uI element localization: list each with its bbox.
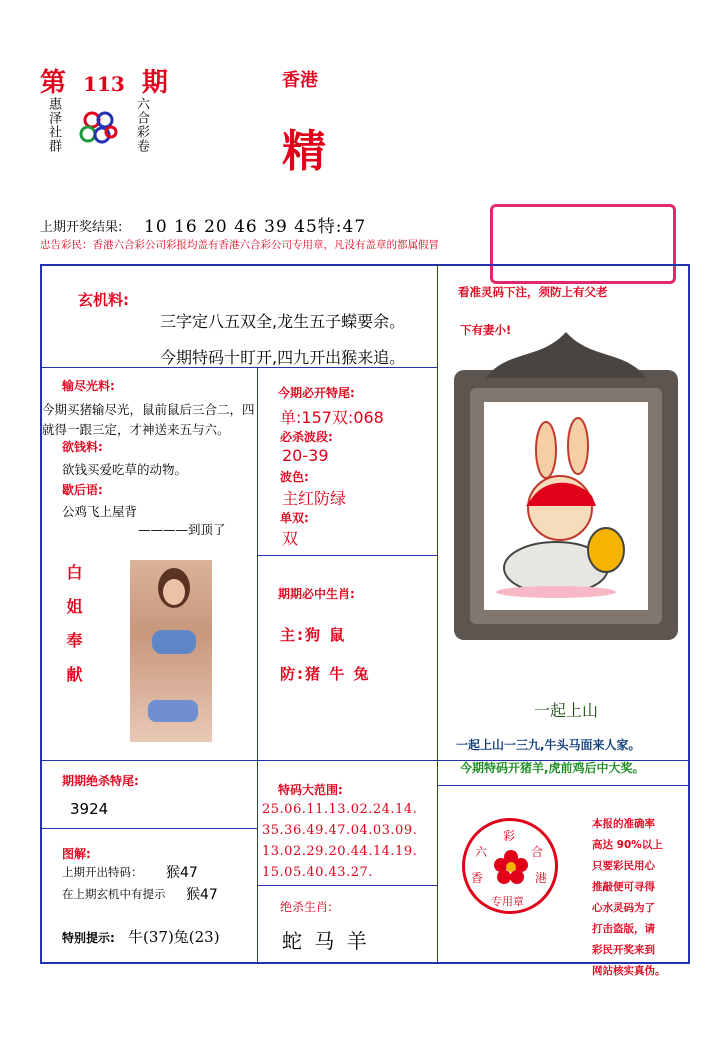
issue-suffix: 期 xyxy=(141,68,168,98)
divider xyxy=(437,785,690,786)
shuji-title: 输尽光料: xyxy=(62,379,115,393)
figure-icon xyxy=(130,560,212,742)
region-label: 香港 xyxy=(282,70,318,91)
right-poem-1: 一起上山一三九,牛头马面来人家。 xyxy=(456,738,641,752)
tujie-line-2-label: 在上期玄机中有提示 xyxy=(62,887,166,901)
stamp-br-char: 港 xyxy=(535,871,548,885)
note-line: 高达 90%以上 xyxy=(592,839,663,851)
juesha-title: 期期绝杀特尾: xyxy=(62,774,139,788)
stamp-left-char: 六 xyxy=(475,845,488,859)
boduan-value: 20-39 xyxy=(282,446,329,465)
xiehouyu-title: 歇后语: xyxy=(62,483,103,497)
fanwei-row-2: 35.36.49.47.04.03.09. xyxy=(262,823,418,838)
note-line: 心水灵码为了 xyxy=(592,902,655,914)
stamp-right-char: 合 xyxy=(531,845,544,859)
bose-value: 主红防绿 xyxy=(282,489,347,508)
fanwei-row-4: 15.05.40.43.27. xyxy=(262,865,373,880)
rings-logo-icon xyxy=(78,108,118,148)
note-line: 只要彩民用心 xyxy=(592,860,655,872)
note-line: 网站核实真伪。 xyxy=(592,965,666,977)
stamp-seal xyxy=(462,818,558,914)
stamp-bottom-text: 专用章 xyxy=(491,895,524,908)
shengxiao-main: 主:狗 鼠 xyxy=(280,626,347,644)
ornate-frame-icon xyxy=(446,330,686,650)
note-line: 推敲便可寻得 xyxy=(592,881,655,893)
note-line: 彩民开奖来到 xyxy=(592,944,655,956)
bose-title: 波色: xyxy=(280,470,309,484)
yuqian-text: 欲钱买爱吃草的动物。 xyxy=(62,462,188,477)
issue-title xyxy=(40,62,168,99)
stamp-top-char: 彩 xyxy=(503,829,516,843)
fanwei-title: 特码大范围: xyxy=(278,783,343,797)
yuqian-title: 欲钱料: xyxy=(62,440,103,454)
tujie-line-2-value: 猴47 xyxy=(186,887,218,903)
shengxiao-fang: 防:猪 牛 兔 xyxy=(280,665,371,683)
tujie-line-1-value: 猴47 xyxy=(166,865,198,881)
jueshengxiao-title: 绝杀生肖: xyxy=(280,900,333,914)
shengxiao-title: 期期必中生肖: xyxy=(278,587,355,601)
flower-icon xyxy=(493,849,529,885)
divider xyxy=(40,828,257,829)
right-tip-2: 下有妻小! xyxy=(460,323,512,337)
issue-prefix: 第 xyxy=(40,68,67,98)
results-numbers: 10 16 20 46 39 45特:47 xyxy=(144,217,367,237)
divider xyxy=(257,367,258,964)
left-vertical-text-1: 惠泽社群 xyxy=(46,97,61,153)
jueshengxiao-value: 蛇 马 羊 xyxy=(282,929,370,953)
model-photo xyxy=(130,560,212,742)
danshuang-value: 双 xyxy=(282,529,299,548)
xiehouyu-text-2: ————到顶了 xyxy=(138,522,226,537)
tujie-line-1-label: 上期开出特码： xyxy=(62,865,143,879)
tujie-title: 图解: xyxy=(62,847,91,861)
right-tip-1: 看准灵码下注，须防上有父老 xyxy=(458,285,608,299)
tewei-danshuang: 单:157双:068 xyxy=(280,408,384,427)
tebie-title: 特别提示: xyxy=(62,931,115,945)
issue-number: 113 xyxy=(83,72,125,96)
divider xyxy=(437,264,438,964)
fanwei-row-3: 13.02.29.20.44.14.19. xyxy=(262,844,418,859)
big-character: 精 xyxy=(282,126,326,177)
divider xyxy=(257,885,437,886)
tewei-title: 今期必开特尾: xyxy=(278,386,355,400)
note-line: 本报的准确率 xyxy=(592,818,655,830)
tebie-value: 牛(37)兔(23) xyxy=(128,928,220,946)
note-line: 打击盗版，请 xyxy=(592,923,655,935)
right-vertical-text-2: 六合彩卷 xyxy=(134,97,149,153)
divider xyxy=(257,555,437,556)
xuanji-title: 玄机料: xyxy=(78,291,129,309)
danshuang-title: 单双: xyxy=(280,511,309,525)
baijie-text: 白姐奉献 xyxy=(64,564,83,700)
warning-text: 忠告彩民：香港六合彩公司彩报均盖有香港六合彩公司专用章，凡没有盖章的都属假冒 xyxy=(40,239,439,251)
xuanji-line-1: 三字定八五双全,龙生五子蠑要余。 xyxy=(160,312,406,331)
boduan-title: 必杀波段: xyxy=(280,430,333,444)
stamp-bl-char: 香 xyxy=(471,871,484,885)
xuanji-line-2: 今期特码十盯开,四九开出猴来追。 xyxy=(160,348,406,367)
right-poem-2: 今期特码开猪羊,虎前鸡后中大奖。 xyxy=(460,761,645,775)
shuji-text: 今期买猪输尽光，鼠前鼠后三合二，四就得一跟三定，才神送来五与六。 xyxy=(42,402,255,437)
xiehouyu-text-1: 公鸡飞上屋背 xyxy=(62,504,138,519)
juesha-value: 3924 xyxy=(70,800,109,818)
frame-caption: 一起上山 xyxy=(534,701,599,720)
accuracy-note xyxy=(592,814,666,982)
fanwei-row-1: 25.06.11.13.02.24.14. xyxy=(262,802,418,817)
results-label: 上期开奖结果: xyxy=(40,220,123,235)
